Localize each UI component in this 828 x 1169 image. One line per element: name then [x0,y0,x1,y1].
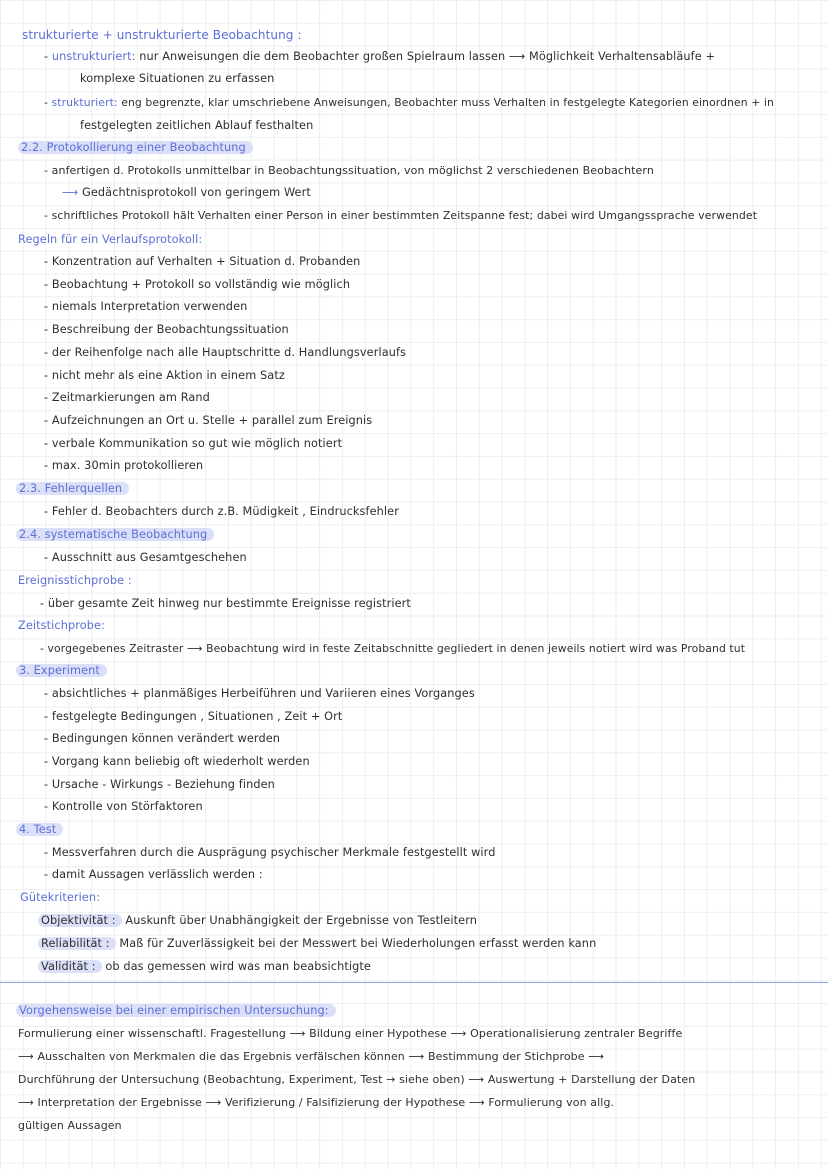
unstrukturiert-cont: komplexe Situationen zu erfassen [80,72,275,85]
unstrukturiert-line: - unstrukturiert: nur Anweisungen die dem Beobachter großen Spielraum lassen ⟶ Möglichkeit Verhaltensabläufe + [44,50,716,63]
vorgehen-line-3: Durchführung der Untersuchung (Beobachtung, Experiment, Test → siehe oben) ⟶ Auswertung + Darstellung der Daten [18,1073,696,1086]
arrow-right-icon: ⟶ [509,50,526,63]
strukturiert-text: eng begrenzte, klar umschriebene Anweisungen, Beobachter muss Verhalten in festgelegte Kategorien einordnen + in [121,96,774,109]
reliabilitaet-line: Reliabilität : Maß für Zuverlässigkeit bei der Messwert bei Wiederholungen erfasst werden kann [38,936,596,952]
regel-item: - Konzentration auf Verhalten + Situation d. Probanden [44,255,361,268]
objektivitaet-label: Objektivität : [38,914,122,927]
regel-item: - max. 30min protokollieren [44,459,204,472]
unstrukturiert-text: nur Anweisungen die dem Beobachter großen Spielraum lassen [139,50,506,63]
validitaet-line: Validität : ob das gemessen wird was man beabsichtigte [38,959,371,975]
heading-regeln: Regeln für ein Verlaufsprotokoll: [18,233,203,246]
protokoll-line-3: - schriftliches Protokoll hält Verhalten einer Person in einer bestimmten Zeitspanne fest; dabei wird Umgangssprache verwendet [44,209,758,222]
arrow-right-icon: ⟶ [468,1096,485,1109]
vorgehen-line-5: gültigen Aussagen [18,1119,122,1132]
vorgehen-line-1: Formulierung einer wissenschaftl. Fragestellung ⟶ Bildung einer Hypothese ⟶ Operationalisierung zentraler Begriffe [18,1027,683,1040]
heading-experiment: 3. Experiment [16,663,107,679]
regel-item: - Beobachtung + Protokoll so vollständig wie möglich [44,278,351,291]
arrow-right-icon: ⟶ [408,1050,425,1063]
strukturiert-label: strukturiert: [51,96,118,109]
fehler-line-1: - Fehler d. Beobachters durch z.B. Müdigkeit , Eindrucksfehler [44,505,399,518]
systematisch-line-1: - Ausschnitt aus Gesamtgeschehen [44,551,247,564]
reliabilitaet-label: Reliabilität : [38,937,116,950]
regel-item: - nicht mehr als eine Aktion in einem Satz [44,369,285,382]
regel-item: - niemals Interpretation verwenden [44,300,248,313]
protokoll-line-2: ⟶ Gedächtnisprotokoll von geringem Wert [62,186,311,199]
heading-fehlerquellen: 2.3. Fehlerquellen [16,481,129,497]
unstrukturiert-label: unstrukturiert: [51,50,136,63]
experiment-item: - festgelegte Bedingungen , Situationen , Zeit + Ort [44,710,343,723]
experiment-item: - Kontrolle von Störfaktoren [44,800,203,813]
regel-item: - Beschreibung der Beobachtungssituation [44,323,289,336]
arrow-right-icon: ⟶ [18,1050,34,1063]
heading-zeitstichprobe: Zeitstichprobe: [18,619,105,632]
heading-vorgehensweise: Vorgehensweise bei einer empirischen Untersuchung: [16,1003,336,1019]
arrow-right-icon: ⟶ [588,1050,605,1063]
arrow-right-icon: ⟶ [186,642,203,655]
heading-protokollierung: 2.2. Protokollierung einer Beobachtung [18,140,253,156]
zeit-line: - vorgegebenes Zeitraster ⟶ Beobachtung wird in feste Zeitabschnitte gegliedert in denen jeweils notiert wird was Proband tut [40,642,746,655]
strukturiert-line: - strukturiert: eng begrenzte, klar umschriebene Anweisungen, Beobachter muss Verhalten in festgelegte Kategorien einordnen + in [44,96,774,109]
test-line-1: - Messverfahren durch die Ausprägung psychischer Merkmale festgestellt wird [44,846,496,859]
section-divider [0,982,828,983]
heading-guetekriterien: Gütekriterien: [20,891,101,904]
arrow-right-icon: ⟶ [18,1096,34,1109]
heading-ereignisstichprobe: Ereignisstichprobe : [18,574,132,587]
protokoll-line-1: - anfertigen d. Protokolls unmittelbar in Beobachtungssituation, von möglichst 2 verschiedenen Beobachtern [44,164,654,177]
heading-test: 4. Test [16,822,63,838]
arrow-right-icon: ⟶ [62,186,79,199]
regel-item: - Zeitmarkierungen am Rand [44,391,210,404]
objektivitaet-line: Objektivität : Auskunft über Unabhängigkeit der Ergebnisse von Testleitern [38,913,477,929]
heading-systematisch: 2.4. systematische Beobachtung [16,527,214,543]
experiment-item: - Bedingungen können verändert werden [44,732,281,745]
unstrukturiert-result: Möglichkeit Verhaltensabläufe + [529,50,716,63]
arrow-right-icon: ⟶ [450,1027,467,1040]
regel-item: - verbale Kommunikation so gut wie möglich notiert [44,437,343,450]
arrow-right-icon: ⟶ [205,1096,222,1109]
experiment-item: - Ursache - Wirkungs - Beziehung finden [44,778,275,791]
arrow-right-icon: ⟶ [468,1073,485,1086]
test-line-2: - damit Aussagen verlässlich werden : [44,868,263,881]
validitaet-label: Validität : [38,960,102,973]
vorgehen-line-4: ⟶ Interpretation der Ergebnisse ⟶ Verifizierung / Falsifizierung der Hypothese ⟶ Formulierung von allg. [18,1096,615,1109]
strukturiert-cont: festgelegten zeitlichen Ablauf festhalten [80,119,314,132]
ereignis-line: - über gesamte Zeit hinweg nur bestimmte Ereignisse registriert [40,597,411,610]
arrow-right-icon: ⟶ [289,1027,306,1040]
experiment-item: - Vorgang kann beliebig oft wiederholt werden [44,755,310,768]
section-title-beobachtung: strukturierte + unstrukturierte Beobachtung : [22,28,302,42]
regel-item: - der Reihenfolge nach alle Hauptschritte d. Handlungsverlaufs [44,346,407,359]
experiment-item: - absichtliches + planmäßiges Herbeiführen und Variieren eines Vorganges [44,687,475,700]
vorgehen-line-2: ⟶ Ausschalten von Merkmalen die das Ergebnis verfälschen können ⟶ Bestimmung der Stichprobe ⟶ [18,1050,605,1063]
regel-item: - Aufzeichnungen an Ort u. Stelle + parallel zum Ereignis [44,414,373,427]
